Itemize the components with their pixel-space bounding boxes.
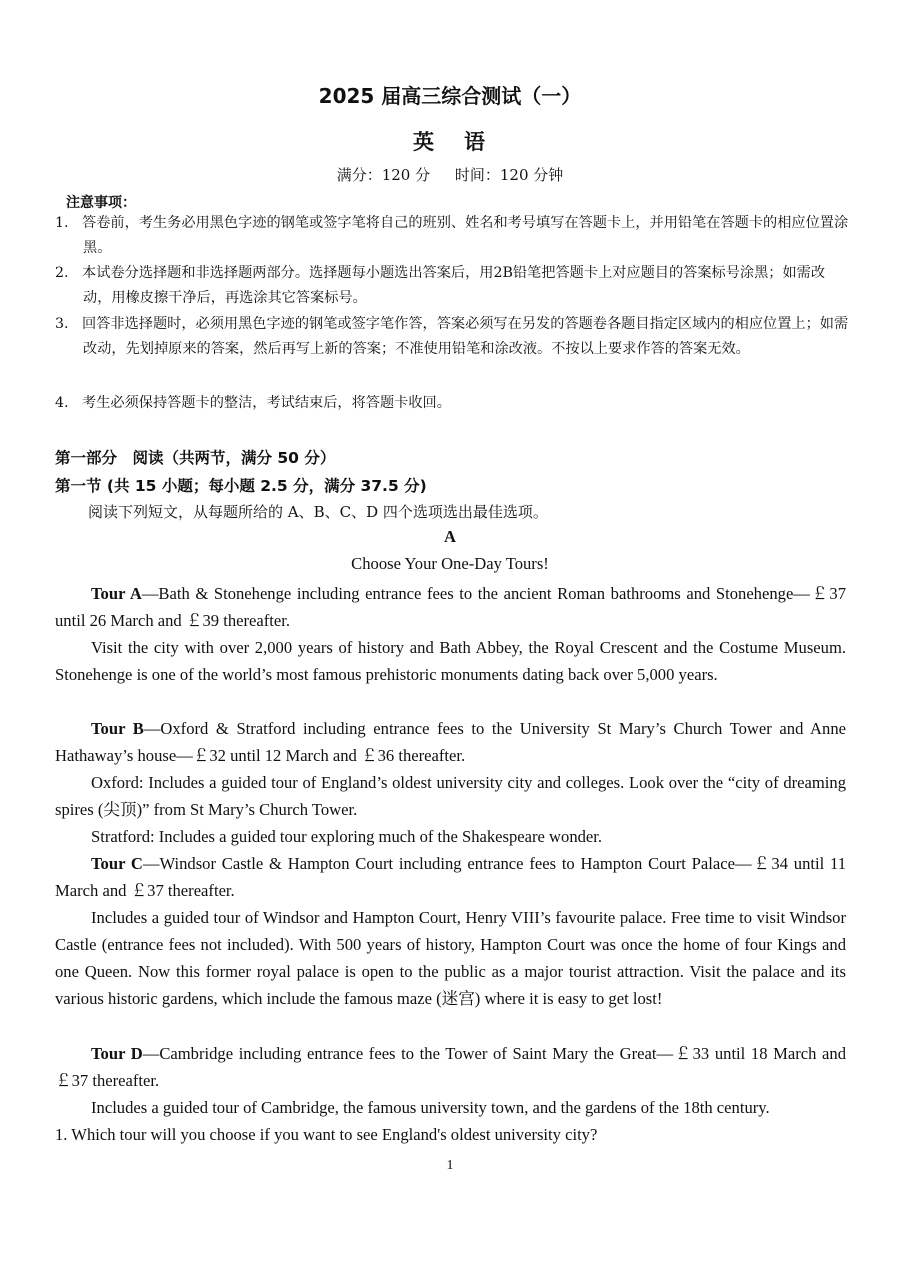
subject-char-1: 英 (413, 130, 436, 154)
question-1: 1. Which tour will you choose if you want to see England's oldest university city? (55, 1125, 598, 1144)
tour-b-label: Tour B (91, 719, 144, 738)
note-item (55, 312, 850, 362)
part-title: 第一部分 阅读（共两节，满分 50 分） (55, 449, 336, 467)
note-text: 答卷前，考生务必用黑色字迹的钢笔或签字笔将自己的班别、姓名和考号填写在答题卡上，并用铅笔在答题卡的相应位置涂黑。 (82, 215, 849, 256)
tour-b-paragraph (55, 715, 846, 769)
tour-c-paragraph (55, 850, 846, 904)
note-text: 回答非选择题时，必须用黑色字迹的钢笔或签字笔作答，答案必须写在另发的答题卷各题目指定区域内的相应位置上；如需改动，先划掉原来的答案，然后再写上新的答案；不准使用铅笔和涂改液。不按以上要求作答的答案无效。 (82, 316, 849, 357)
note-item (55, 391, 850, 416)
section-title: 第一节 (共 15 小题；每小题 2.5 分，满分 37.5 分) (55, 477, 427, 495)
note-item (55, 211, 850, 261)
score-info: 满分：120 分 (336, 166, 431, 184)
note-item (55, 261, 850, 311)
tour-d-paragraph (55, 1040, 846, 1094)
exam-title: 2025 届高三综合测试（一） (318, 84, 582, 108)
notes-heading: 注意事项： (66, 195, 136, 211)
tour-c-description: Includes a guided tour of Windsor and Hampton Court, Henry VIII’s favourite palace. Free time to visit Windsor Castle (entrance fees not included). With 500 years of history, Hampton Court was once the home of four Kings and one Queen. Now this former royal palace is open to the public as a major tourist attraction. Visit the palace and its various historic gardens, which include the famous maze (迷宫) where it is easy to get lost! (55, 908, 846, 1008)
subject-title (0, 126, 900, 156)
subject-char-2: 语 (464, 130, 487, 154)
note-number: 2. (55, 265, 69, 281)
tour-d-line: —Cambridge including entrance fees to the Tower of Saint Mary the Great—￡33 until 18 March and ￡37 thereafter. (55, 1044, 846, 1090)
page-number: 1 (446, 1158, 454, 1173)
tour-a-description: Visit the city with over 2,000 years of history and Bath Abbey, the Royal Crescent and the Costume Museum. Stonehenge is one of the world’s most famous prehistoric monuments dating back over 5,000 years. (55, 638, 846, 684)
note-text: 考生必须保持答题卡的整洁，考试结束后，将答题卡收回。 (82, 395, 451, 411)
tour-c-label: Tour C (91, 854, 143, 873)
exam-info (0, 164, 900, 185)
note-number: 3. (55, 316, 69, 332)
note-text: 本试卷分选择题和非选择题两部分。选择题每小题选出答案后，用2B铅笔把答题卡上对应题目的答案标号涂黑；如需改动，用橡皮擦干净后，再选涂其它答案标号。 (82, 265, 826, 306)
note-number: 4. (55, 395, 69, 411)
tour-b-oxford: Oxford: Includes a guided tour of England’s oldest university city and colleges. Look over the “city of dreaming spires (尖顶)” from St Mary’s Church Tower. (55, 773, 846, 819)
tour-d-description: Includes a guided tour of Cambridge, the famous university town, and the gardens of the 18th century. (91, 1098, 770, 1117)
tour-a-paragraph (55, 580, 846, 634)
tour-d-label: Tour D (91, 1044, 143, 1063)
passage-title: Choose Your One-Day Tours! (351, 554, 549, 573)
tour-c-line: —Windsor Castle & Hampton Court including entrance fees to Hampton Court Palace—￡34 until 11 March and ￡37 thereafter. (55, 854, 846, 900)
tour-a-label: Tour A (91, 584, 142, 603)
note-number: 1. (55, 215, 69, 231)
time-info: 时间：120 分钟 (454, 166, 564, 184)
instruction: 阅读下列短文，从每题所给的 A、B、C、D 四个选项选出最佳选项。 (88, 503, 548, 521)
tour-a-line: —Bath & Stonehenge including entrance fees to the ancient Roman bathrooms and Stonehenge—￡37 until 26 March and ￡39 thereafter. (55, 584, 846, 630)
tour-b-stratford: Stratford: Includes a guided tour exploring much of the Shakespeare wonder. (91, 827, 603, 846)
tour-b-line: —Oxford & Stratford including entrance fees to the University St Mary’s Church Tower and Anne Hathaway’s house—￡32 until 12 March and ￡36 thereafter. (55, 719, 846, 765)
passage-letter: A (444, 527, 456, 546)
